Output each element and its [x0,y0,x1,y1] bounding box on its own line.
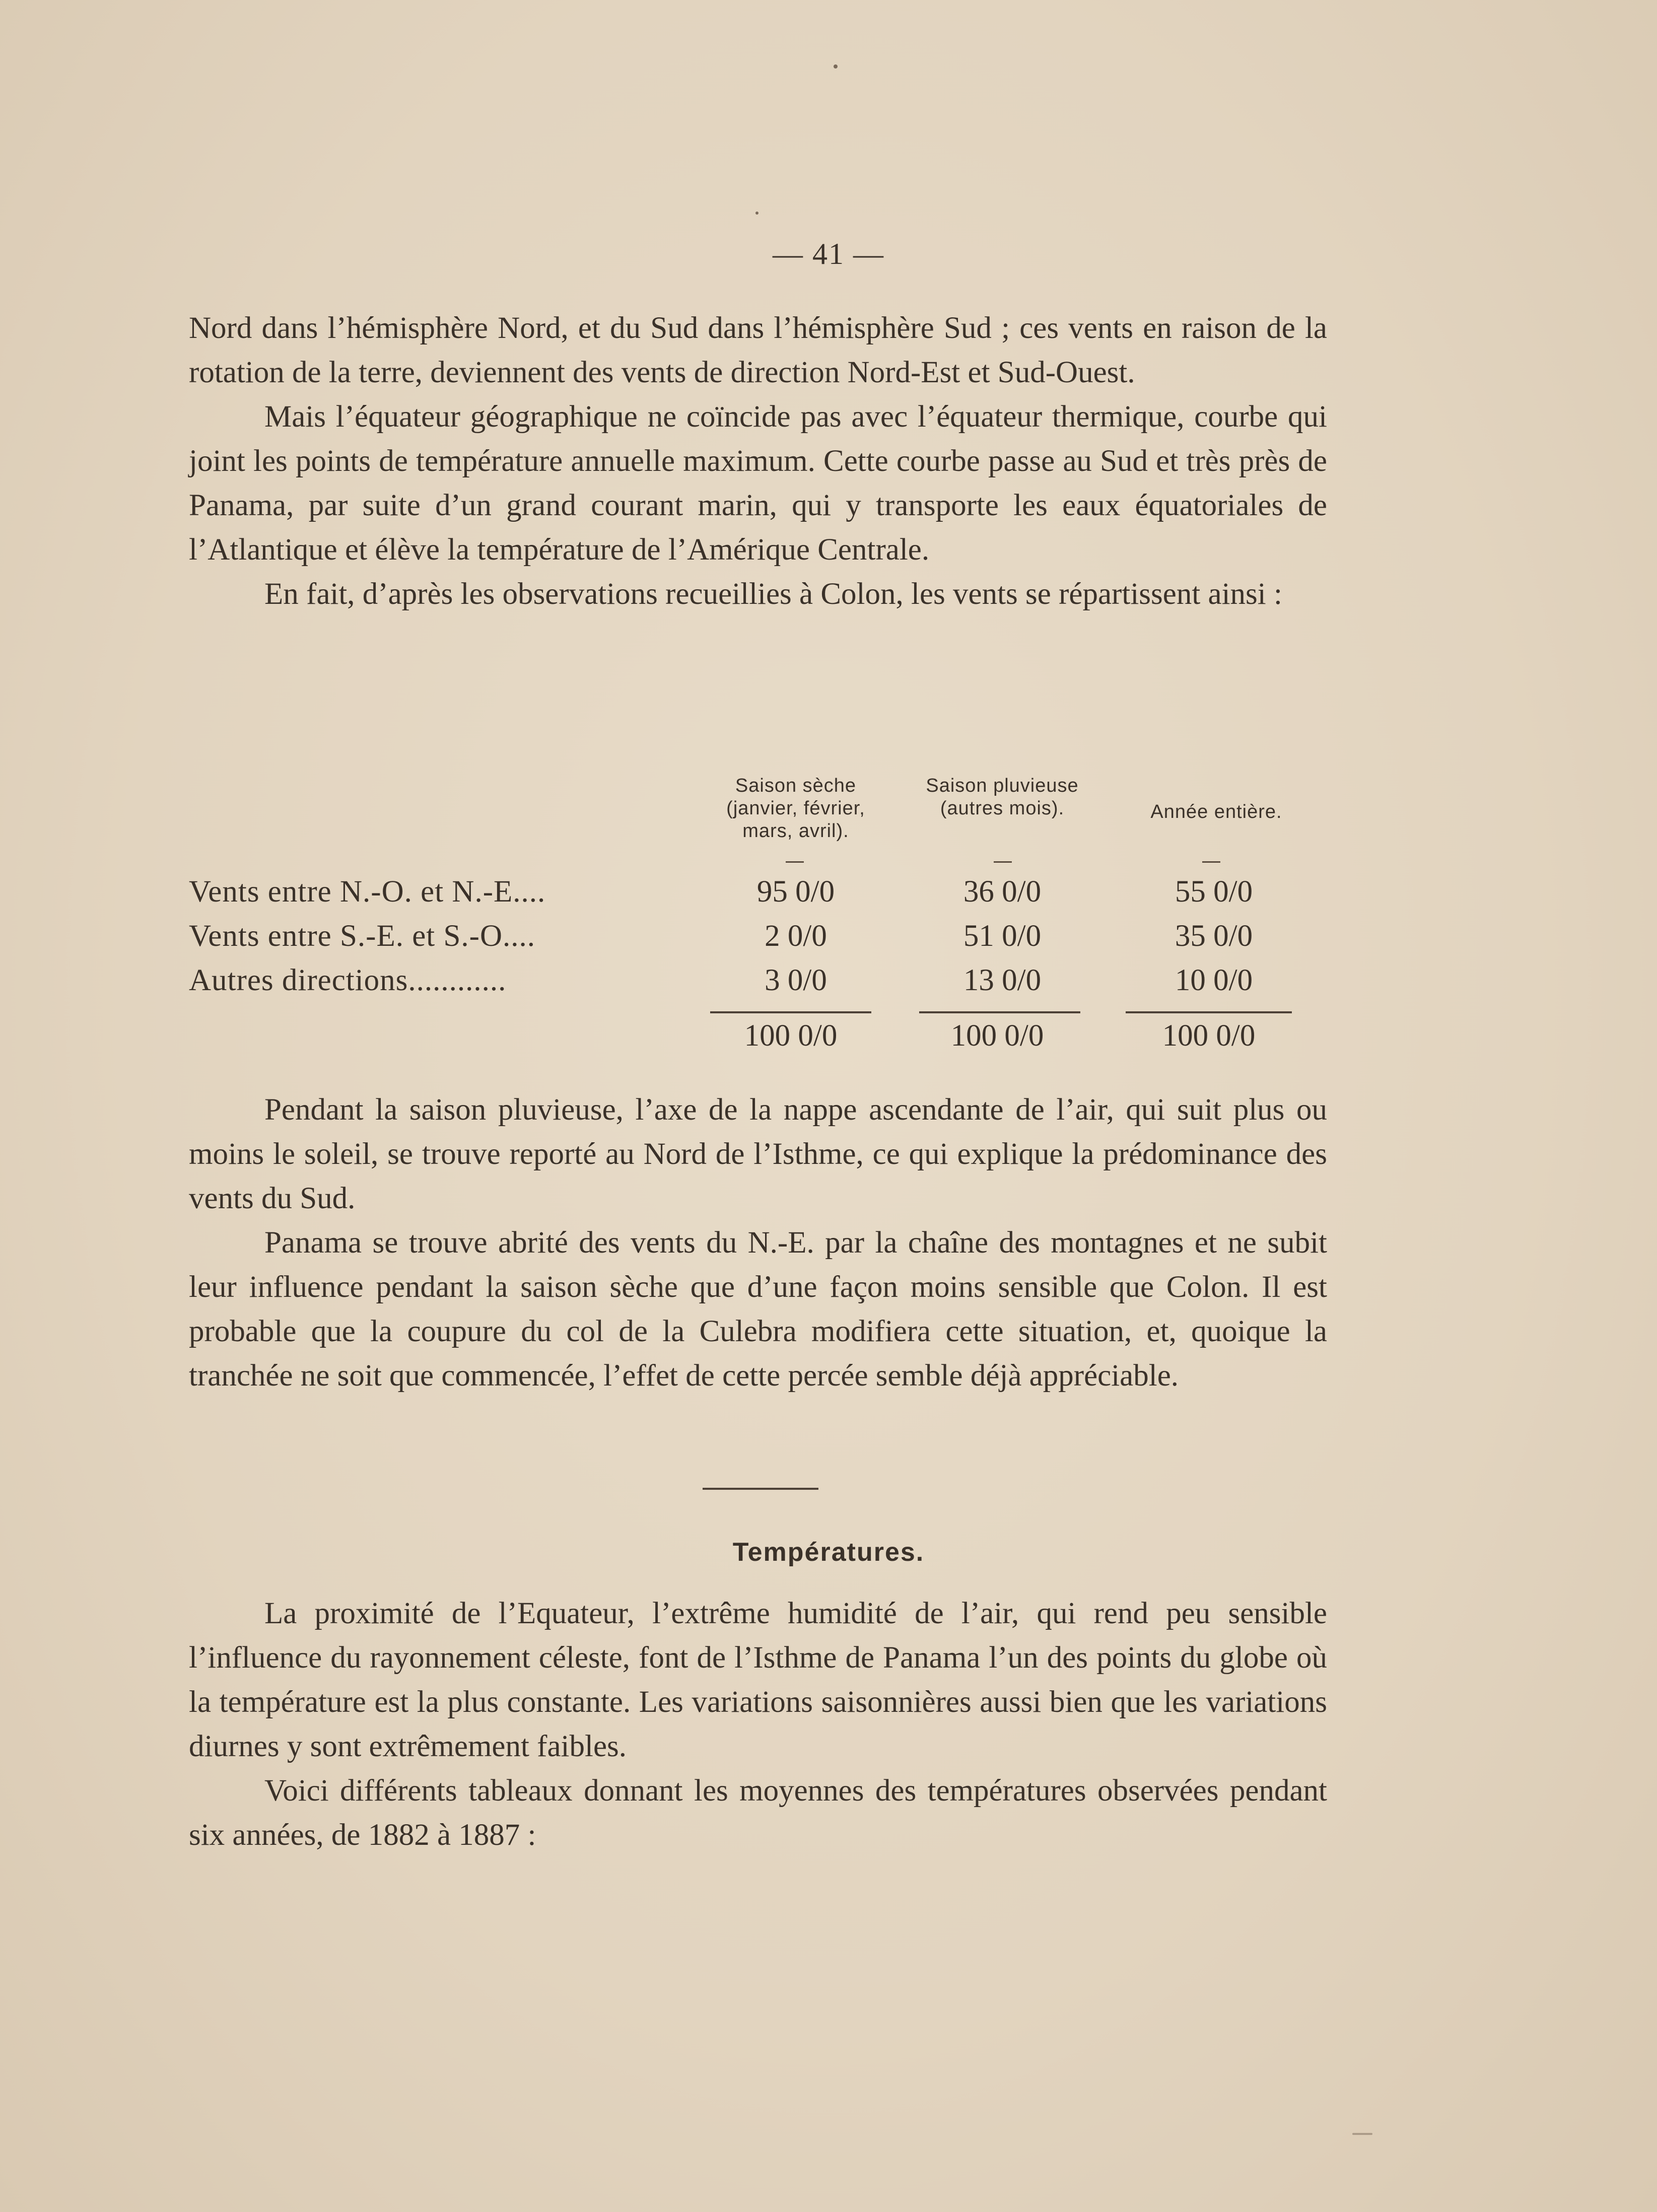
total-rule [919,1011,1080,1013]
total-rule [710,1011,871,1013]
cell-value: 13 0/0 [963,963,1042,997]
total-value: 100 0/0 [1162,1019,1256,1053]
cell-value: 51 0/0 [963,919,1042,953]
row-label-se-so: Vents entre S.-E. et S.-O.... [189,919,536,953]
paper-speck [1352,2133,1372,2135]
paragraph: Nord dans l’hémisphère Nord, et du Sud dans l’hémisphère Sud ; ces vents en raison de la rotation de la terre, deviennent des vents de direction Nord-Est et Sud-Ouest. [189,311,1327,389]
column-dash [994,861,1012,863]
row-label-no-ne: Vents entre N.-O. et N.-E.... [189,875,546,909]
section-title: Températures. [732,1538,925,1567]
winds-table [189,775,1327,1067]
text-block-temperatures [189,1592,1327,1857]
column-header-whole-year: Année entière. [1150,801,1282,822]
paragraph: La proximité de l’Equateur, l’extrême humidité de l’air, qui rend peu sensible l’influence du rayonnement céleste, font de l’Isthme de Panama l’un des points du globe où la température est la plus constante. Les variations saisonnières aussi bien que les variations diurnes y sont extrêmement faibles. [189,1597,1327,1763]
total-rule [1126,1011,1292,1013]
cell-value: 3 0/0 [765,963,827,997]
paragraph: Pendant la saison pluvieuse, l’axe de la nappe ascendante de l’air, qui suit plus ou moins le soleil, se trouve reporté au Nord de l’Isthme, ce qui explique la prédominance des vents du Sud. [189,1093,1327,1215]
paragraph: Mais l’équateur géographique ne coïncide pas avec l’équateur thermique, courbe qui joint les points de température annuelle maximum. Cette courbe passe au Sud et très près de Panama, par suite d’un grand courant marin, qui y transporte les eaux équatoriales de l’Atlantique et élève la température de l’Amérique Centrale. [189,400,1327,567]
cell-value: 36 0/0 [963,875,1042,909]
cell-value: 10 0/0 [1175,963,1253,997]
column-dash [786,861,804,863]
cell-value: 2 0/0 [765,919,827,953]
column-dash [1202,861,1220,863]
paper-speck [834,64,838,68]
paragraph: Panama se trouve abrité des vents du N.-E. par la chaîne des montagnes et ne subit leur influence pendant la saison sèche que d’une façon moins sensible que Colon. Il est probable que la coupure du col de la Culebra modifiera cette situation, et, quoique la tranchée ne soit que commencée, l’effet de cette percée semble déjà appréciable. [189,1226,1327,1393]
paper-speck [755,212,758,215]
row-label-other: Autres directions............ [189,963,507,997]
paragraph: En fait, d’après les observations recueillies à Colon, les vents se répartissent ainsi : [264,577,1282,611]
cell-value: 95 0/0 [756,875,835,909]
text-block-rainy-season [189,1088,1327,1398]
cell-value: 55 0/0 [1175,875,1253,909]
cell-value: 35 0/0 [1175,919,1253,953]
column-header-rainy-season: Saison pluvieuse (autres mois). [926,775,1079,819]
total-value: 100 0/0 [744,1019,838,1053]
section-separator [703,1488,818,1490]
text-block-winds [189,306,1327,616]
paragraph: Voici différents tableaux donnant les moyennes des températures observées pendant six années, de 1882 à 1887 : [189,1774,1327,1852]
total-value: 100 0/0 [950,1019,1044,1053]
column-header-dry-season: Saison sèche (janvier, février, mars, avril). [726,775,865,842]
page-number: — 41 — [773,237,884,270]
